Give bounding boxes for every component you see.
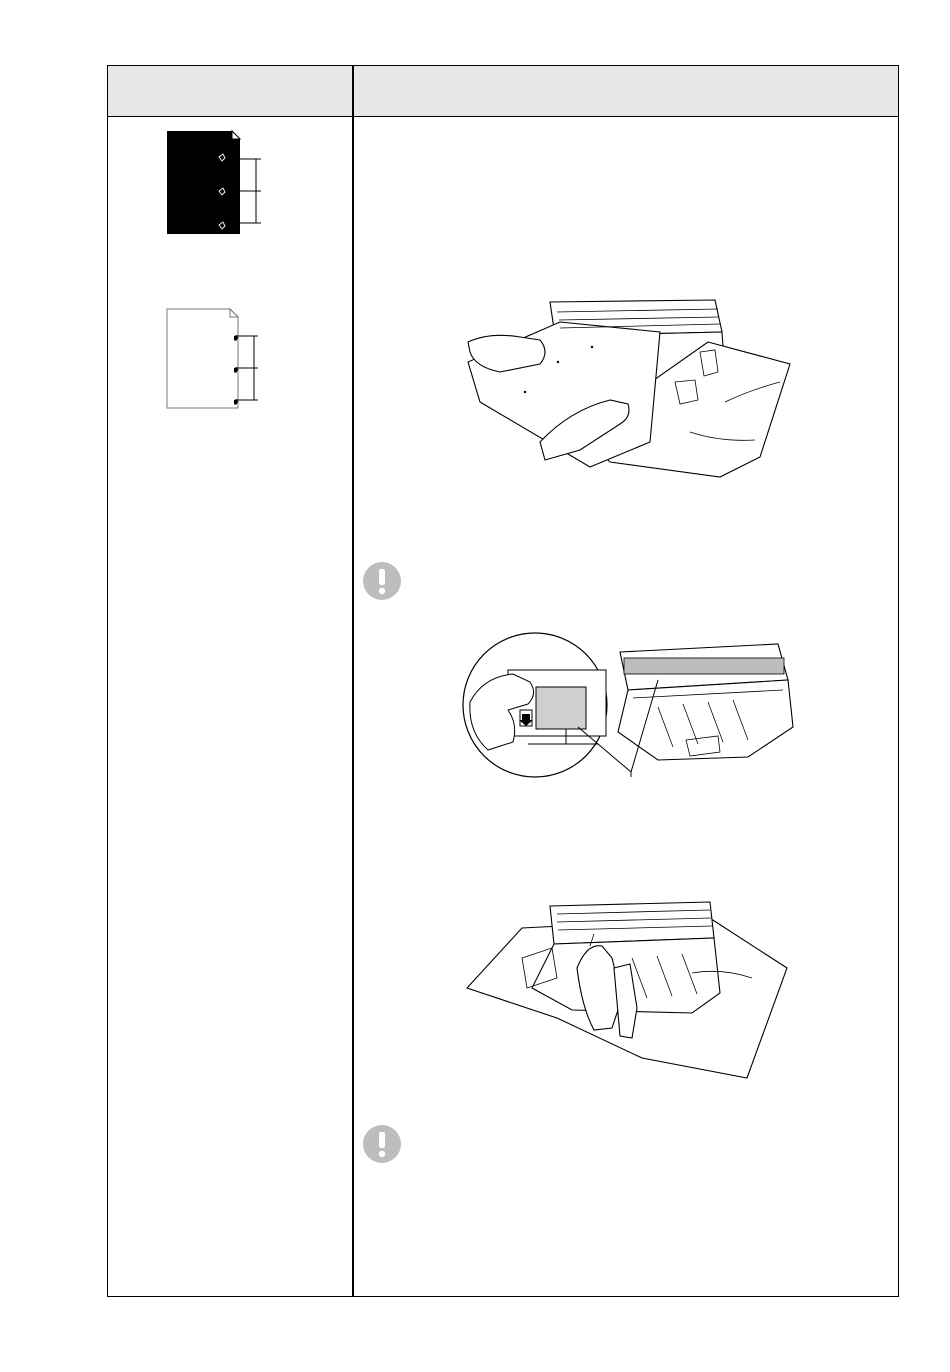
drum-cleaning-illustration	[462, 898, 792, 1083]
drum-unit-with-sample-page-illustration	[460, 292, 800, 487]
drum-unit-detail-illustration	[458, 632, 808, 787]
black-page-sample-illustration	[164, 128, 264, 238]
white-page-sample-illustration	[164, 306, 264, 412]
column-divider	[352, 66, 354, 1296]
caution-icon-1	[362, 561, 402, 601]
caution-icon-2	[362, 1124, 402, 1164]
table-header-row	[108, 66, 898, 117]
